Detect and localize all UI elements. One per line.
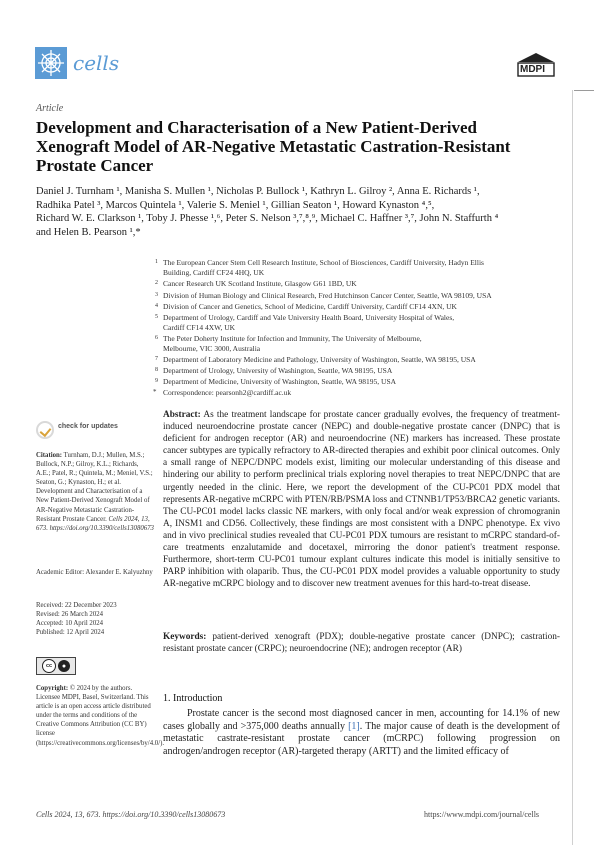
date-published: Published: 12 April 2024: [36, 629, 105, 637]
copyright-block: [36, 684, 165, 748]
affiliation-number: 3: [155, 292, 158, 298]
check-for-updates-badge[interactable]: [36, 421, 122, 443]
check-updates-icon: [36, 421, 54, 439]
author-line[interactable]: and Helen B. Pearson ¹,*: [36, 226, 141, 238]
affiliation-number: 4: [155, 303, 158, 309]
author-list: [36, 185, 576, 239]
affiliation-item: [155, 377, 563, 387]
affiliation-line: The Peter Doherty Institute for Infection and Immunity, The University of Melbourne,: [163, 334, 422, 343]
affiliation-line: Division of Cancer and Genetics, School of Medicine, Cardiff University, Cardiff CF14 4XN, UK: [163, 302, 457, 311]
affiliation-item: [153, 388, 563, 398]
affiliation-item: [155, 313, 563, 332]
affiliation-line: Department of Laboratory Medicine and Pathology, University of Washington, Seattle, WA 98195, USA: [163, 355, 476, 364]
affiliation-item: [155, 279, 563, 289]
author-line[interactable]: Richard W. E. Clarkson ¹, Toby J. Phesse ¹,⁶, Peter S. Nelson ³,⁷,⁸,⁹, Michael C. Haffner ³,⁷, John N. Staffurth ⁴: [36, 213, 499, 225]
affiliation-number: 1: [155, 259, 158, 265]
author-line[interactable]: Radhika Patel ³, Marcos Quintela ¹, Valerie S. Meniel ¹, Gillian Seaton ¹, Howard Kynaston ⁴,⁵,: [36, 199, 435, 211]
intro-text-after: . The major cause of death is the development of metastatic castrate-resistant prostate cancer (mCRPC) following progression on androgen/androgen receptor (AR)-targeted therapy (ARTT) and the limited efficacy of: [163, 720, 560, 757]
footer-citation[interactable]: Cells 2024, 13, 673. https://doi.org/10.3390/cells13080673: [36, 810, 226, 819]
article-type: Article: [36, 103, 64, 114]
citation-text: Turnham, D.J.; Mullen, M.S.; Bullock, N.P.; Gilroy, K.L.; Richards, A.E.; Patel, R.; Quintela, M.; Meniel, V.S.; Seaton, G.; Kynaston, H.; et al. Development and Characterisation of a New Patient-Derived Xenograft Model of AR-Negative Metastatic Castration-Resistant Prostate Cancer.: [36, 452, 153, 523]
keywords-label: Keywords:: [163, 632, 207, 642]
affiliation-line: The European Cancer Stem Cell Research Institute, School of Biosciences, Cardiff University, Hadyn Ellis: [163, 258, 484, 267]
journal-name[interactable]: cells: [73, 51, 120, 75]
mdpi-logo[interactable]: [515, 50, 557, 78]
affiliation-line: Division of Human Biology and Clinical Research, Fred Hutchinson Cancer Center, Seattle, WA 98109, USA: [163, 291, 492, 300]
affiliation-line: Department of Medicine, University of Washington, Seattle, WA 98195, USA: [163, 377, 397, 386]
footer-journal-url[interactable]: https://www.mdpi.com/journal/cells: [424, 810, 540, 819]
introduction-paragraph: [163, 708, 560, 758]
title-line: Development and Characterisation of a New Patient-Derived: [36, 118, 477, 137]
right-margin-tick: [574, 90, 594, 91]
copyright-label: Copyright:: [36, 685, 69, 692]
affiliation-line: Melbourne, VIC 3000, Australia: [163, 343, 261, 353]
affiliation-line[interactable]: Correspondence: pearsonh2@cardiff.ac.uk: [163, 388, 292, 397]
cc-icon: cc: [42, 659, 56, 673]
affiliation-number: 5: [155, 314, 158, 320]
reference-link[interactable]: [1]: [348, 720, 360, 732]
check-updates-label: check for updates: [58, 423, 118, 430]
citation-block: [36, 451, 154, 533]
affiliation-item: [155, 366, 563, 376]
affiliation-line: Department of Urology, University of Washington, Seattle, WA 98195, USA: [163, 366, 393, 375]
keywords-text: patient-derived xenograft (PDX); double-negative prostate cancer (DNPC); castration-resistant prostate cancer (CRPC); neuroendocrine (NE); androgen receptor (AR): [163, 632, 560, 655]
affiliation-number: 9: [155, 378, 158, 384]
by-person-icon: ●: [58, 660, 70, 672]
affiliation-item: [155, 355, 563, 365]
copyright-text: © 2024 by the authors. Licensee MDPI, Basel, Switzerland. This article is an open access article distributed under the terms and conditions of the Creative Commons Attribution (CC BY) license (https://creativecommons.org/licenses/by/4.0/).: [36, 685, 165, 747]
section-heading-introduction: 1. Introduction: [163, 693, 223, 704]
affiliation-number: 8: [155, 367, 158, 373]
mdpi-text: MDPI: [520, 64, 545, 75]
affiliation-item: [155, 291, 563, 301]
intro-text-before: Prostate cancer is the second most diagnosed cancer in men, accounting for 14.1% of new cases globally and >375,000 deaths annually: [163, 708, 560, 732]
title-line: Xenograft Model of AR-Negative Metastatic Castration-Resistant: [36, 137, 511, 156]
affiliation-line: Cancer Research UK Scotland Institute, Glasgow G61 1BD, UK: [163, 279, 357, 288]
journal-logo: [35, 47, 67, 79]
affiliation-line: Cardiff CF14 4XW, UK: [163, 322, 236, 332]
keywords: [163, 631, 560, 655]
dates-block: [36, 601, 154, 637]
affiliation-number: 6: [155, 335, 158, 341]
citation-label: Citation:: [36, 452, 63, 459]
abstract: [163, 409, 560, 590]
affiliation-number: *: [153, 388, 157, 396]
article-title: [36, 118, 566, 175]
cells-logo-icon: [35, 47, 67, 79]
date-received: Received: 22 December 2023: [36, 602, 117, 609]
academic-editor: Academic Editor: Alexander E. Kalyuzhny: [36, 569, 153, 576]
abstract-label: Abstract:: [163, 410, 201, 420]
affiliation-item: [155, 258, 563, 277]
cc-by-badge[interactable]: [36, 657, 76, 675]
affiliation-line: Building, Cardiff CF24 4HQ, UK: [163, 267, 265, 277]
author-line[interactable]: Daniel J. Turnham ¹, Manisha S. Mullen ¹, Nicholas P. Bullock ¹, Kathryn L. Gilroy ², Anna E. Richards ¹,: [36, 186, 480, 197]
title-line: Prostate Cancer: [36, 156, 154, 175]
affiliation-line: Department of Urology, Cardiff and Vale University Health Board, University Hospital of Wales,: [163, 313, 455, 322]
affiliation-number: 2: [155, 280, 158, 286]
citation-journal[interactable]: Cells 2024, 13, 673. https://doi.org/10.3390/cells13080673: [36, 515, 154, 532]
abstract-text: As the treatment landscape for prostate cancer gradually evolves, the frequency of treatment-induced neuroendocrine prostate cancer (NEPC) and double-negative prostate cancer (DNPC) that is deficient for androgen receptor (AR) and neuroendocrine (NE) markers has increased. These prostate cancer subtypes are typically refractory to AR-directed therapies and exhibit poor clinical outcomes. Only a small range of NEPC/DNPC models exist, limiting our molecular understanding of this disease and hindering our ability to perform preclinical trials exploring novel therapies to treat NEPC/DNPC that are urgently needed in the clinic. Here, we report the development of the CU-PC01 PDX model that represents AR-negative mCRPC with PTEN/RB/PSMA loss and CTNNB1/TP53/BRCA2 genetic variants. The CU-PC01 model lacks classic NE markers, with only focal and/or weak expression of chromogranin A, INSM1 and CD56. Collectively, these findings are most consistent with a DNPC phenotype. Ex vivo and in vivo preclinical studies revealed that CU-PC01 PDX tumours are resistant to mCRPC standard-of-care treatments enzalutamide and docetaxel, mirroring the donor patient's treatment response. Furthermore, short-term CU-PC01 tumour explant cultures indicate this model is initially sensitive to PARP inhibition with olaparib. Thus, the CU-PC01 PDX model provides a valuable opportunity to study AR-negative mCRPC biology and to discover new treatment avenues for this hard-to-treat disease.: [163, 410, 561, 590]
date-revised: Revised: 26 March 2024: [36, 611, 104, 619]
affiliation-number: 7: [155, 356, 158, 362]
affiliation-item: [155, 302, 563, 312]
affiliation-item: [155, 334, 563, 353]
date-accepted: Accepted: 10 April 2024: [36, 620, 104, 628]
